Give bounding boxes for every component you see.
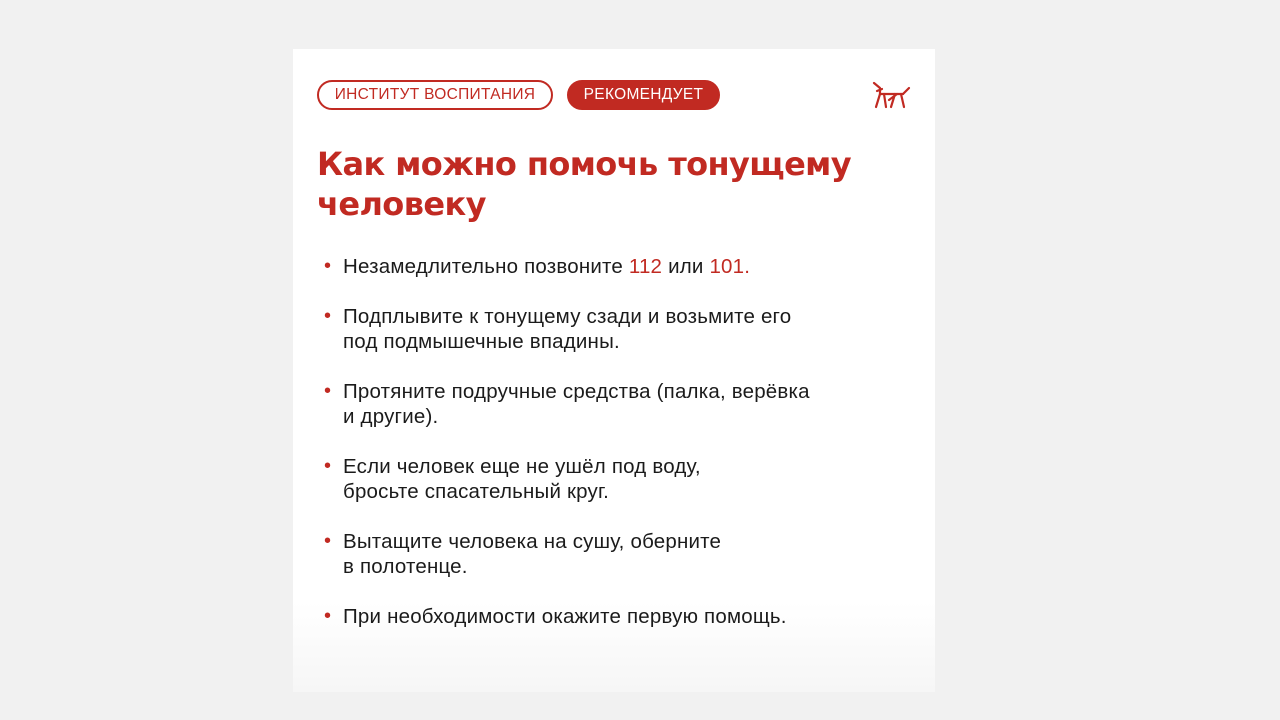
bullet: •	[324, 455, 332, 477]
emergency-number-101: 101.	[709, 255, 751, 278]
tip-text-line: Подплывите к тонущему сзади и возьмите его	[343, 305, 792, 328]
bullet: •	[324, 605, 332, 627]
recommendation-card	[293, 49, 935, 692]
tip-text	[343, 254, 914, 279]
tips-list	[324, 254, 914, 654]
tip-text-line: в полотенце.	[343, 555, 468, 578]
institute-badge: ИНСТИТУТ ВОСПИТАНИЯ	[317, 80, 553, 110]
tip-extend-tools	[324, 379, 914, 429]
tip-call-emergency	[324, 254, 914, 279]
tip-text-line: Если человек еще не ушёл под воду,	[343, 455, 701, 478]
title-line-1: Как можно помочь тонущему	[317, 145, 852, 183]
tip-swim-behind	[324, 304, 914, 354]
bullet: •	[324, 530, 332, 552]
tip-text-part: или	[662, 255, 710, 278]
page-title	[317, 144, 917, 224]
title-line-2: человеку	[317, 185, 486, 223]
tip-throw-lifebuoy	[324, 454, 914, 504]
emergency-number-112: 112	[628, 255, 663, 278]
tip-text-line: бросьте спасательный круг.	[343, 480, 610, 503]
tip-text-line: Вытащите человека на сушу, оберните	[343, 530, 722, 553]
tip-text-part: Незамедлительно позвоните	[343, 255, 629, 278]
tip-first-aid	[324, 604, 914, 629]
tip-pull-ashore	[324, 529, 914, 579]
tip-text-line: под подмышечные впадины.	[343, 330, 620, 353]
tip-text-line: При необходимости окажите первую помощь.	[343, 605, 787, 628]
bullet: •	[324, 255, 332, 277]
tip-text-line: Протяните подручные средства (палка, верёвка	[343, 380, 810, 403]
bullet: •	[324, 305, 332, 327]
bullet: •	[324, 380, 332, 402]
tip-text-line: и другие).	[343, 405, 439, 428]
horse-logo-icon	[871, 79, 911, 111]
recommends-badge: РЕКОМЕНДУЕТ	[567, 80, 720, 110]
